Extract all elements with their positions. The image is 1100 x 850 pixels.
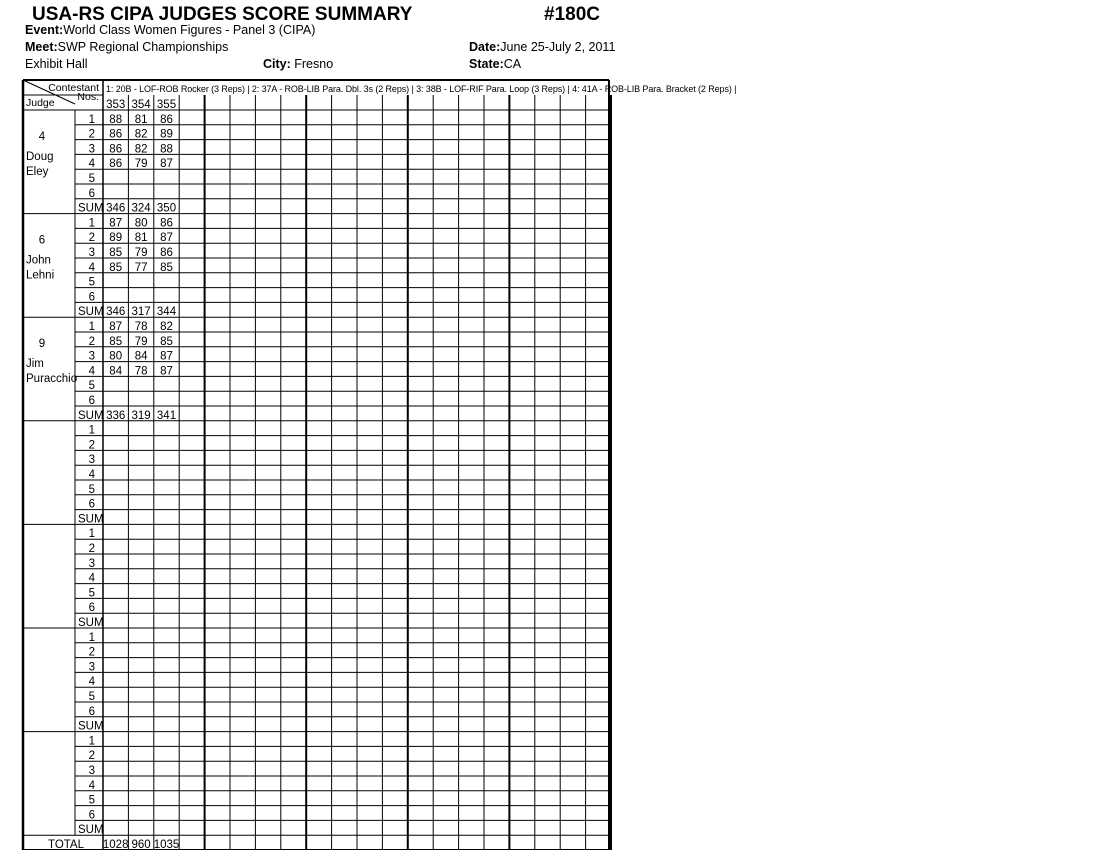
score-cell: 85 [160, 261, 173, 274]
sum-label: SUM [78, 202, 104, 215]
contestant-label: Contestant [48, 82, 99, 94]
judge-first-name: Jim [26, 358, 44, 371]
page-title: USA-RS CIPA JUDGES SCORE SUMMARY [32, 4, 413, 25]
score-cell: 86 [109, 128, 123, 141]
row-number: 2 [88, 439, 95, 452]
score-cell: 87 [160, 232, 173, 245]
venue: Exhibit Hall [25, 57, 88, 71]
total-label: TOTAL [48, 839, 84, 850]
row-number: 5 [88, 276, 95, 289]
row-number: 4 [88, 365, 95, 378]
sum-cell: 324 [131, 202, 151, 215]
score-cell: 80 [109, 350, 123, 363]
row-number: 2 [88, 543, 95, 555]
row-number: 5 [88, 173, 95, 185]
row-number: 4 [88, 469, 95, 481]
score-cell: 85 [109, 261, 123, 274]
state-value: CA [503, 57, 522, 71]
date-value: June 25-July 2, 2011 [500, 40, 616, 54]
sum-cell: 346 [106, 202, 126, 215]
row-number: 5 [88, 587, 95, 600]
score-cell: 79 [134, 335, 148, 348]
row-number: 2 [88, 646, 95, 659]
score-cell: 82 [134, 128, 148, 141]
row-number: 1 [88, 735, 95, 748]
row-number: 5 [88, 483, 95, 496]
row-number: 5 [88, 691, 95, 703]
score-cell: 85 [109, 335, 123, 348]
sum-cell: 341 [156, 409, 177, 422]
city-label: City: [263, 57, 291, 71]
score-cell: 86 [160, 217, 173, 230]
judge-last-name: Eley [26, 166, 49, 178]
row-number: 6 [88, 705, 95, 718]
score-cell: 81 [134, 113, 148, 126]
row-number: 3 [88, 143, 95, 156]
score-cell: 86 [160, 247, 173, 259]
row-number: 1 [88, 321, 95, 333]
row-number: 3 [88, 454, 95, 467]
score-cell: 86 [109, 158, 123, 171]
score-cell: 84 [109, 365, 123, 378]
total-cell: 1035 [153, 839, 180, 850]
score-cell: 87 [160, 350, 173, 363]
date-label: Date: [469, 40, 501, 54]
row-number: 6 [88, 395, 95, 407]
score-cell: 77 [134, 261, 148, 274]
row-number: 2 [88, 750, 95, 763]
row-number: 6 [88, 498, 95, 511]
sum-label: SUM [78, 720, 104, 733]
score-cell: 86 [160, 113, 173, 126]
row-number: 1 [88, 217, 95, 230]
row-number: 4 [88, 572, 95, 585]
score-cell: 89 [109, 232, 123, 245]
row-number: 1 [88, 528, 95, 541]
row-number: 6 [88, 187, 95, 200]
row-number: 1 [88, 113, 95, 126]
score-cell: 78 [134, 321, 148, 333]
row-number: 1 [88, 631, 95, 644]
row-number: 1 [88, 424, 95, 437]
judge-label: Judge [26, 97, 55, 109]
row-number: 3 [88, 765, 95, 777]
contestant-number: 355 [156, 99, 177, 111]
score-cell: 87 [109, 321, 123, 333]
form-number: #180C [544, 4, 600, 25]
score-cell: 88 [160, 143, 173, 156]
meet-label: Meet: [25, 40, 58, 54]
score-cell: 88 [109, 113, 123, 126]
row-number: 3 [88, 557, 95, 570]
judge-number: 9 [38, 338, 46, 351]
figures-header: 1: 20B - LOF-ROB Rocker (3 Reps) | 2: 37A - ROB-LIB Para. Dbl. 3s (2 Reps) | 3: 38B - LOF-RIF Para. Loop (3 Reps) | 4: 41A - ROB-LIB Para. Bracket (2 Reps) | [106, 84, 737, 94]
score-cell: 78 [134, 365, 148, 378]
sum-label: SUM [78, 513, 104, 526]
judge-number: 6 [38, 234, 46, 247]
sum-cell: 317 [131, 306, 151, 319]
score-cell: 89 [160, 128, 173, 141]
row-number: 6 [88, 602, 95, 615]
judge-number: 4 [38, 131, 46, 143]
sum-label: SUM [78, 824, 104, 837]
score-cell: 86 [109, 143, 123, 156]
sum-cell: 350 [156, 202, 177, 215]
score-cell: 81 [134, 232, 148, 245]
sum-label: SUM [78, 409, 104, 422]
row-number: 4 [88, 779, 95, 792]
nos-label: Nos. [77, 91, 99, 103]
sum-label: SUM [78, 617, 104, 629]
judge-last-name: Lehni [26, 269, 55, 282]
sum-label: SUM [78, 306, 104, 319]
score-cell: 80 [134, 217, 148, 230]
row-number: 2 [88, 232, 95, 245]
score-cell: 79 [134, 247, 148, 259]
total-cell: 960 [131, 839, 151, 850]
sum-cell: 336 [106, 409, 126, 422]
score-cell: 87 [109, 217, 123, 230]
score-cell: 79 [134, 158, 148, 171]
judge-last-name: Puracchio [26, 373, 78, 386]
row-number: 2 [88, 335, 95, 348]
row-number: 6 [88, 809, 95, 822]
contestant-number: 354 [131, 99, 151, 111]
row-number: 4 [88, 158, 95, 171]
contestant-number: 353 [106, 99, 126, 111]
event-label: Event: [25, 23, 64, 37]
score-cell: 87 [160, 158, 173, 171]
row-number: 3 [88, 350, 95, 363]
score-cell: 82 [160, 321, 173, 333]
city-value: Fresno [290, 57, 334, 71]
sum-cell: 346 [106, 306, 126, 319]
sum-cell: 344 [156, 306, 177, 319]
event-value: World Class Women Figures - Panel 3 (CIPA) [63, 23, 316, 37]
judge-first-name: John [26, 254, 51, 267]
row-number: 4 [88, 676, 95, 689]
row-number: 3 [88, 247, 95, 259]
score-cell: 85 [160, 335, 173, 348]
row-number: 3 [88, 661, 95, 674]
score-cell: 85 [109, 247, 123, 259]
total-cell: 1028 [102, 839, 129, 850]
row-number: 5 [88, 794, 95, 807]
score-cell: 84 [134, 350, 148, 363]
score-cell: 87 [160, 365, 173, 378]
state-label: State: [469, 57, 504, 71]
sum-cell: 319 [131, 409, 151, 422]
judge-first-name: Doug [26, 151, 54, 163]
row-number: 4 [88, 261, 95, 274]
score-cell: 82 [134, 143, 148, 156]
row-number: 6 [88, 291, 95, 304]
row-number: 5 [88, 380, 95, 393]
meet-value: SWP Regional Championships [57, 40, 229, 54]
row-number: 2 [88, 128, 95, 141]
